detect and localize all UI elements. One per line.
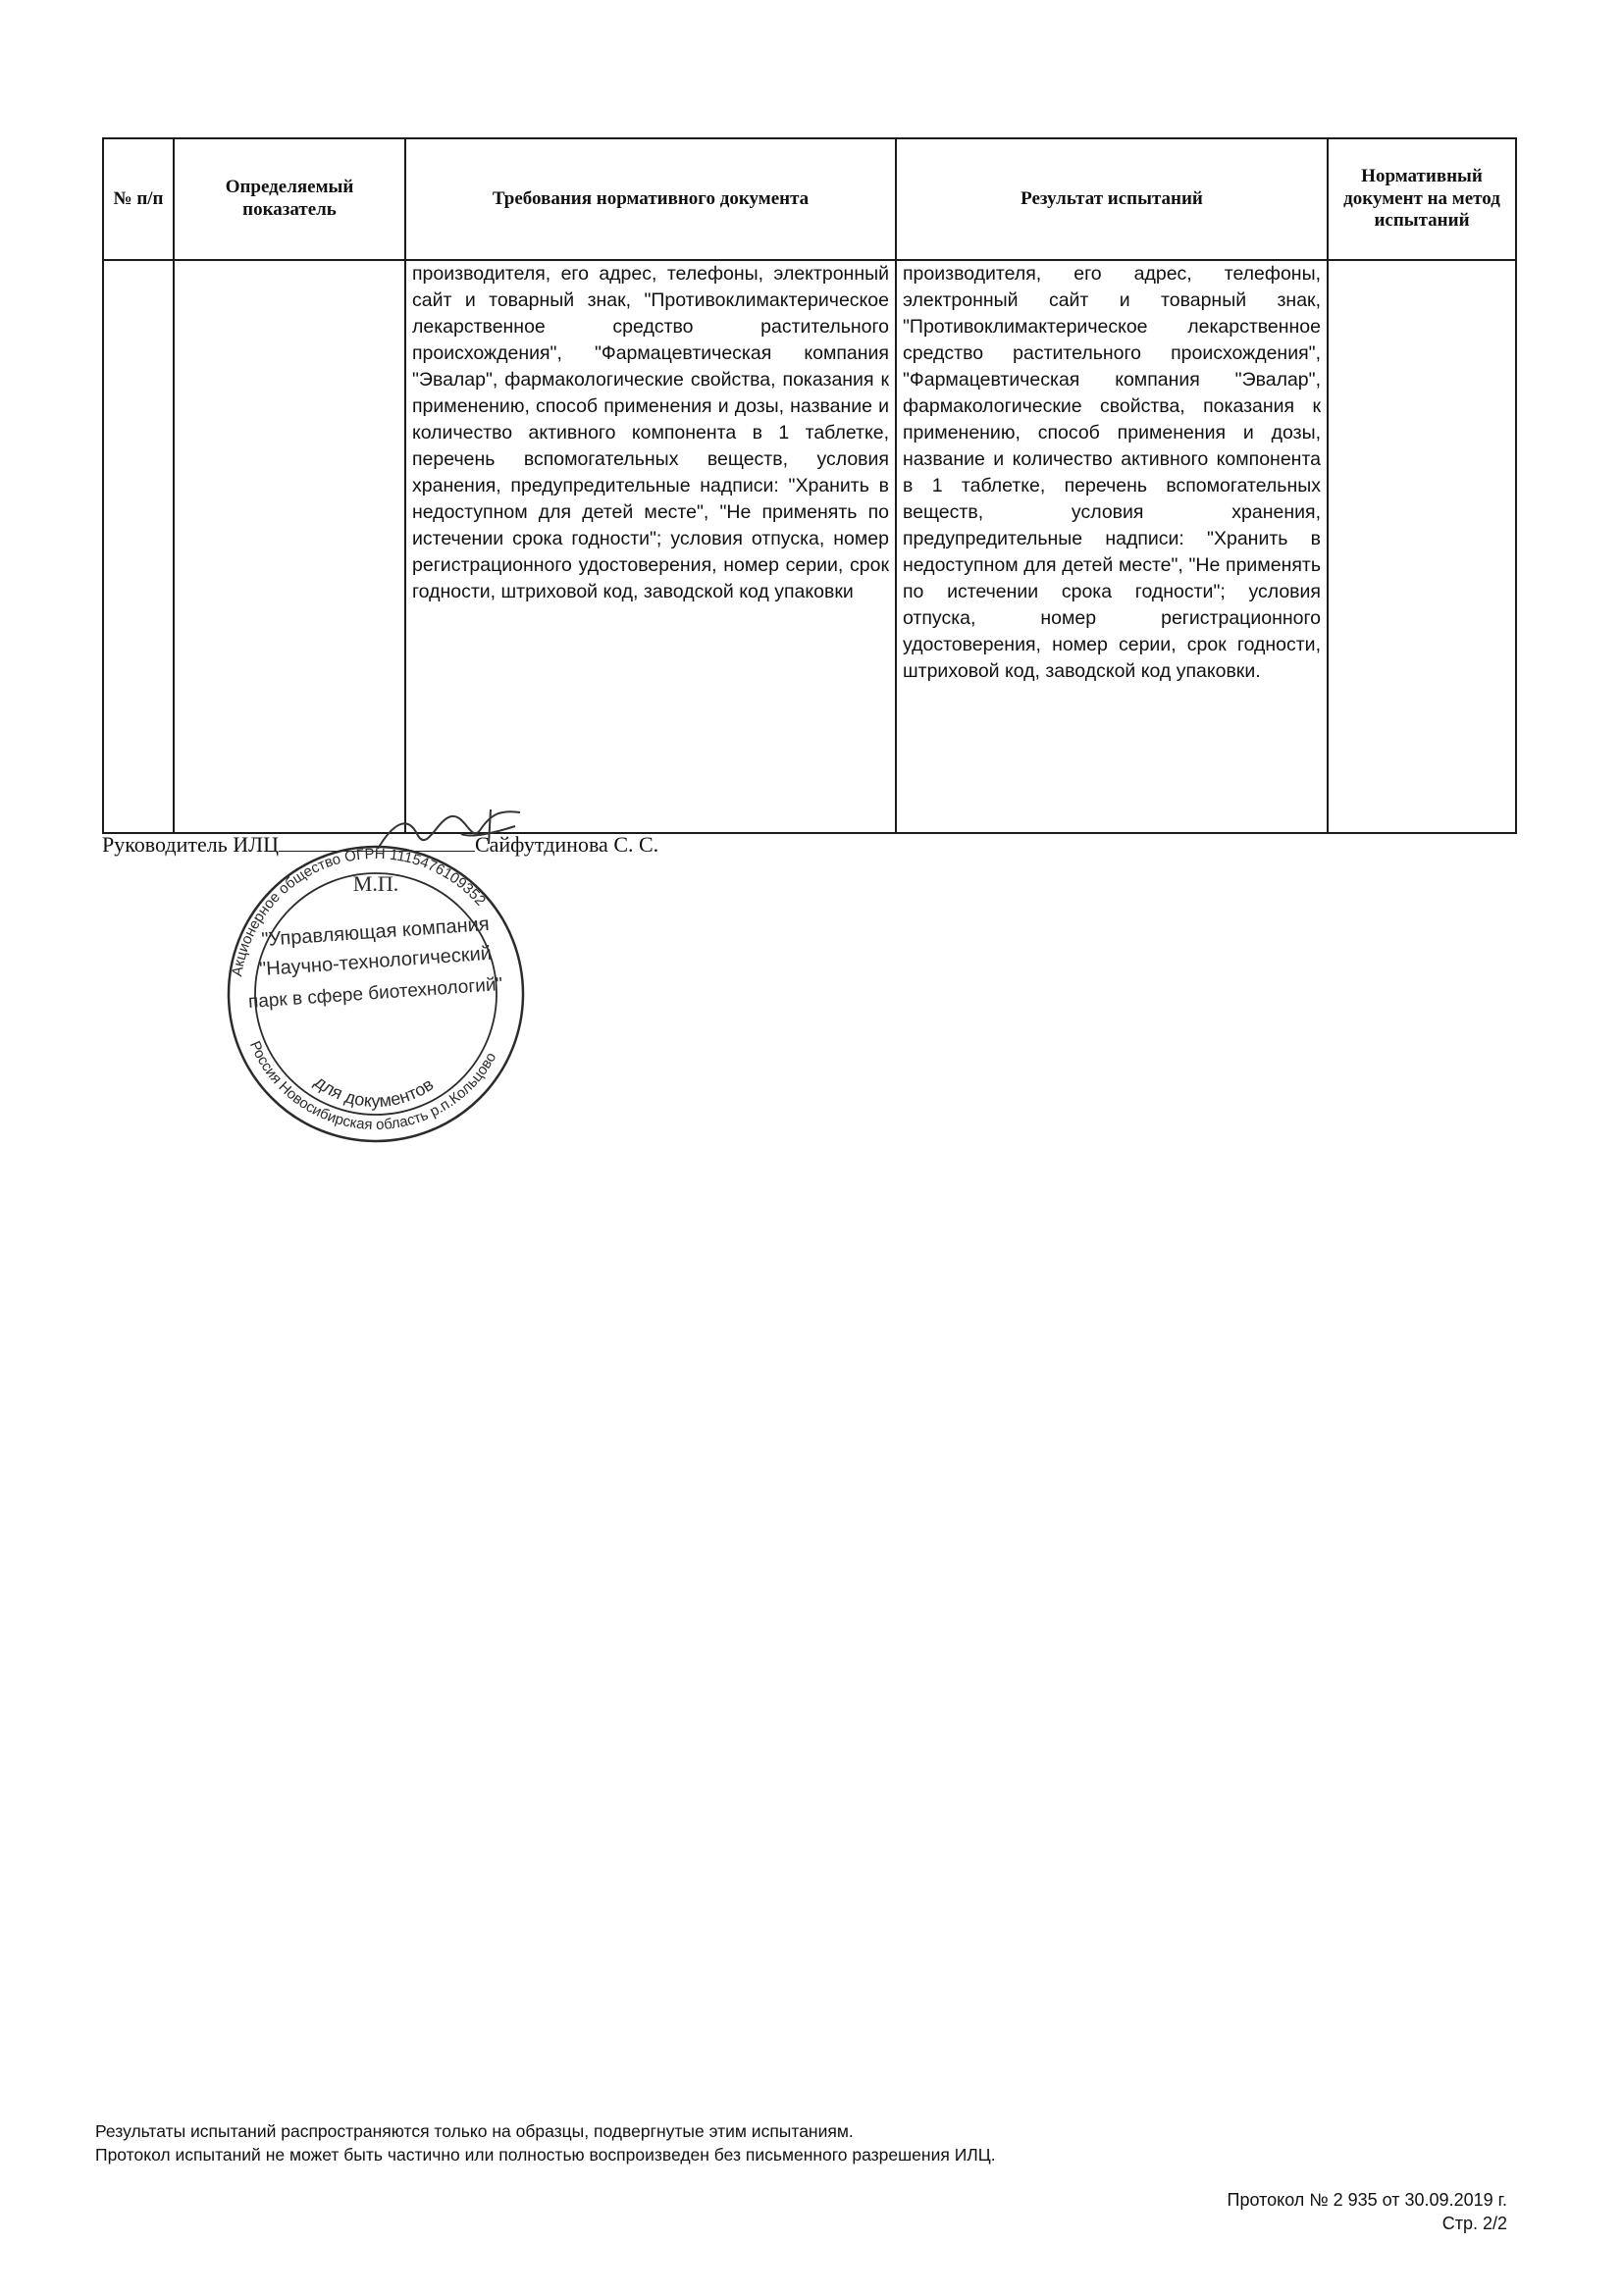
svg-text:Россия Новосибирская область р [246, 1039, 499, 1133]
page-number: Стр. 2/2 [1441, 2214, 1507, 2233]
table-header-row [103, 138, 1516, 260]
cell-indicator [174, 260, 405, 833]
signature-name: Сайфутдинова С. С. [474, 832, 659, 857]
seal-inner-arc: для документов [310, 1071, 438, 1112]
footer-note-reproduction: Протокол испытаний не может быть частично или полностью воспроизведен без письменного разрешения ИЛЦ. [95, 2145, 996, 2165]
test-results-table [102, 137, 1517, 834]
header-result: Результат испытаний [896, 138, 1328, 260]
header-requirements: Требования нормативного документа [405, 138, 896, 260]
table-row [103, 260, 1516, 833]
stamp-mp: М.П. [352, 871, 399, 896]
footer-note-scope: Результаты испытаний распространяются только на образцы, подвергнутые этим испытаниям. [95, 2121, 854, 2141]
signature-role: Руководитель ИЛЦ [102, 832, 279, 857]
protocol-number: Протокол № 2 935 от 30.09.2019 г. [1227, 2190, 1507, 2210]
cell-method [1328, 260, 1516, 833]
header-indicator: Определяемый показатель [174, 138, 405, 260]
seal-line-2: "Научно-технологический [258, 942, 493, 981]
cell-num [103, 260, 174, 833]
cell-result: производителя, его адрес, телефоны, электронный сайт и товарный знак, "Противоклимактерическое лекарственное средство растительного происхождения", "Фармацевтическая компания "Эвалар", фармакологические свойства, показания к применению, способ применения и дозы, название и количество активного компонента в 1 таблетке, перечень вспомогательных веществ, условия хранения, предупредительные надписи: "Хранить в недоступном для детей месте", "Не применять по истечении срока годности"; условия отпуска, номер регистрационного удостоверения, номер серии, срок годности, штриховой код, заводской код упаковки. [896, 260, 1328, 833]
seal-ring-bottom: Россия Новосибирская область р.п.Кольцово [245, 1038, 500, 1134]
seal-line-1: "Управляющая компания [260, 913, 491, 952]
seal-ring-top: Акционерное общество ОГРН 1115476109352 [229, 845, 490, 978]
cell-requirements: производителя, его адрес, телефоны, электронный сайт и товарный знак, "Противоклимактерическое лекарственное средство растительного происхождения", "Фармацевтическая компания "Эвалар", фармакологические свойства, показания к применению, способ применения и дозы, название и количество активного компонента в 1 таблетке, перечень вспомогательных веществ, условия хранения, предупредительные надписи: "Хранить в недоступном для детей месте", "Не применять по истечении срока годности"; условия отпуска, номер регистрационного удостоверения, номер серии, срок годности, штриховой код, заводской код упаковки [405, 260, 896, 833]
seal-line-3: парк в сфере биотехнологий" [247, 973, 503, 1014]
header-method: Нормативный документ на метод испытаний [1328, 138, 1516, 260]
header-num: № п/п [103, 138, 174, 260]
company-seal [224, 842, 528, 1146]
